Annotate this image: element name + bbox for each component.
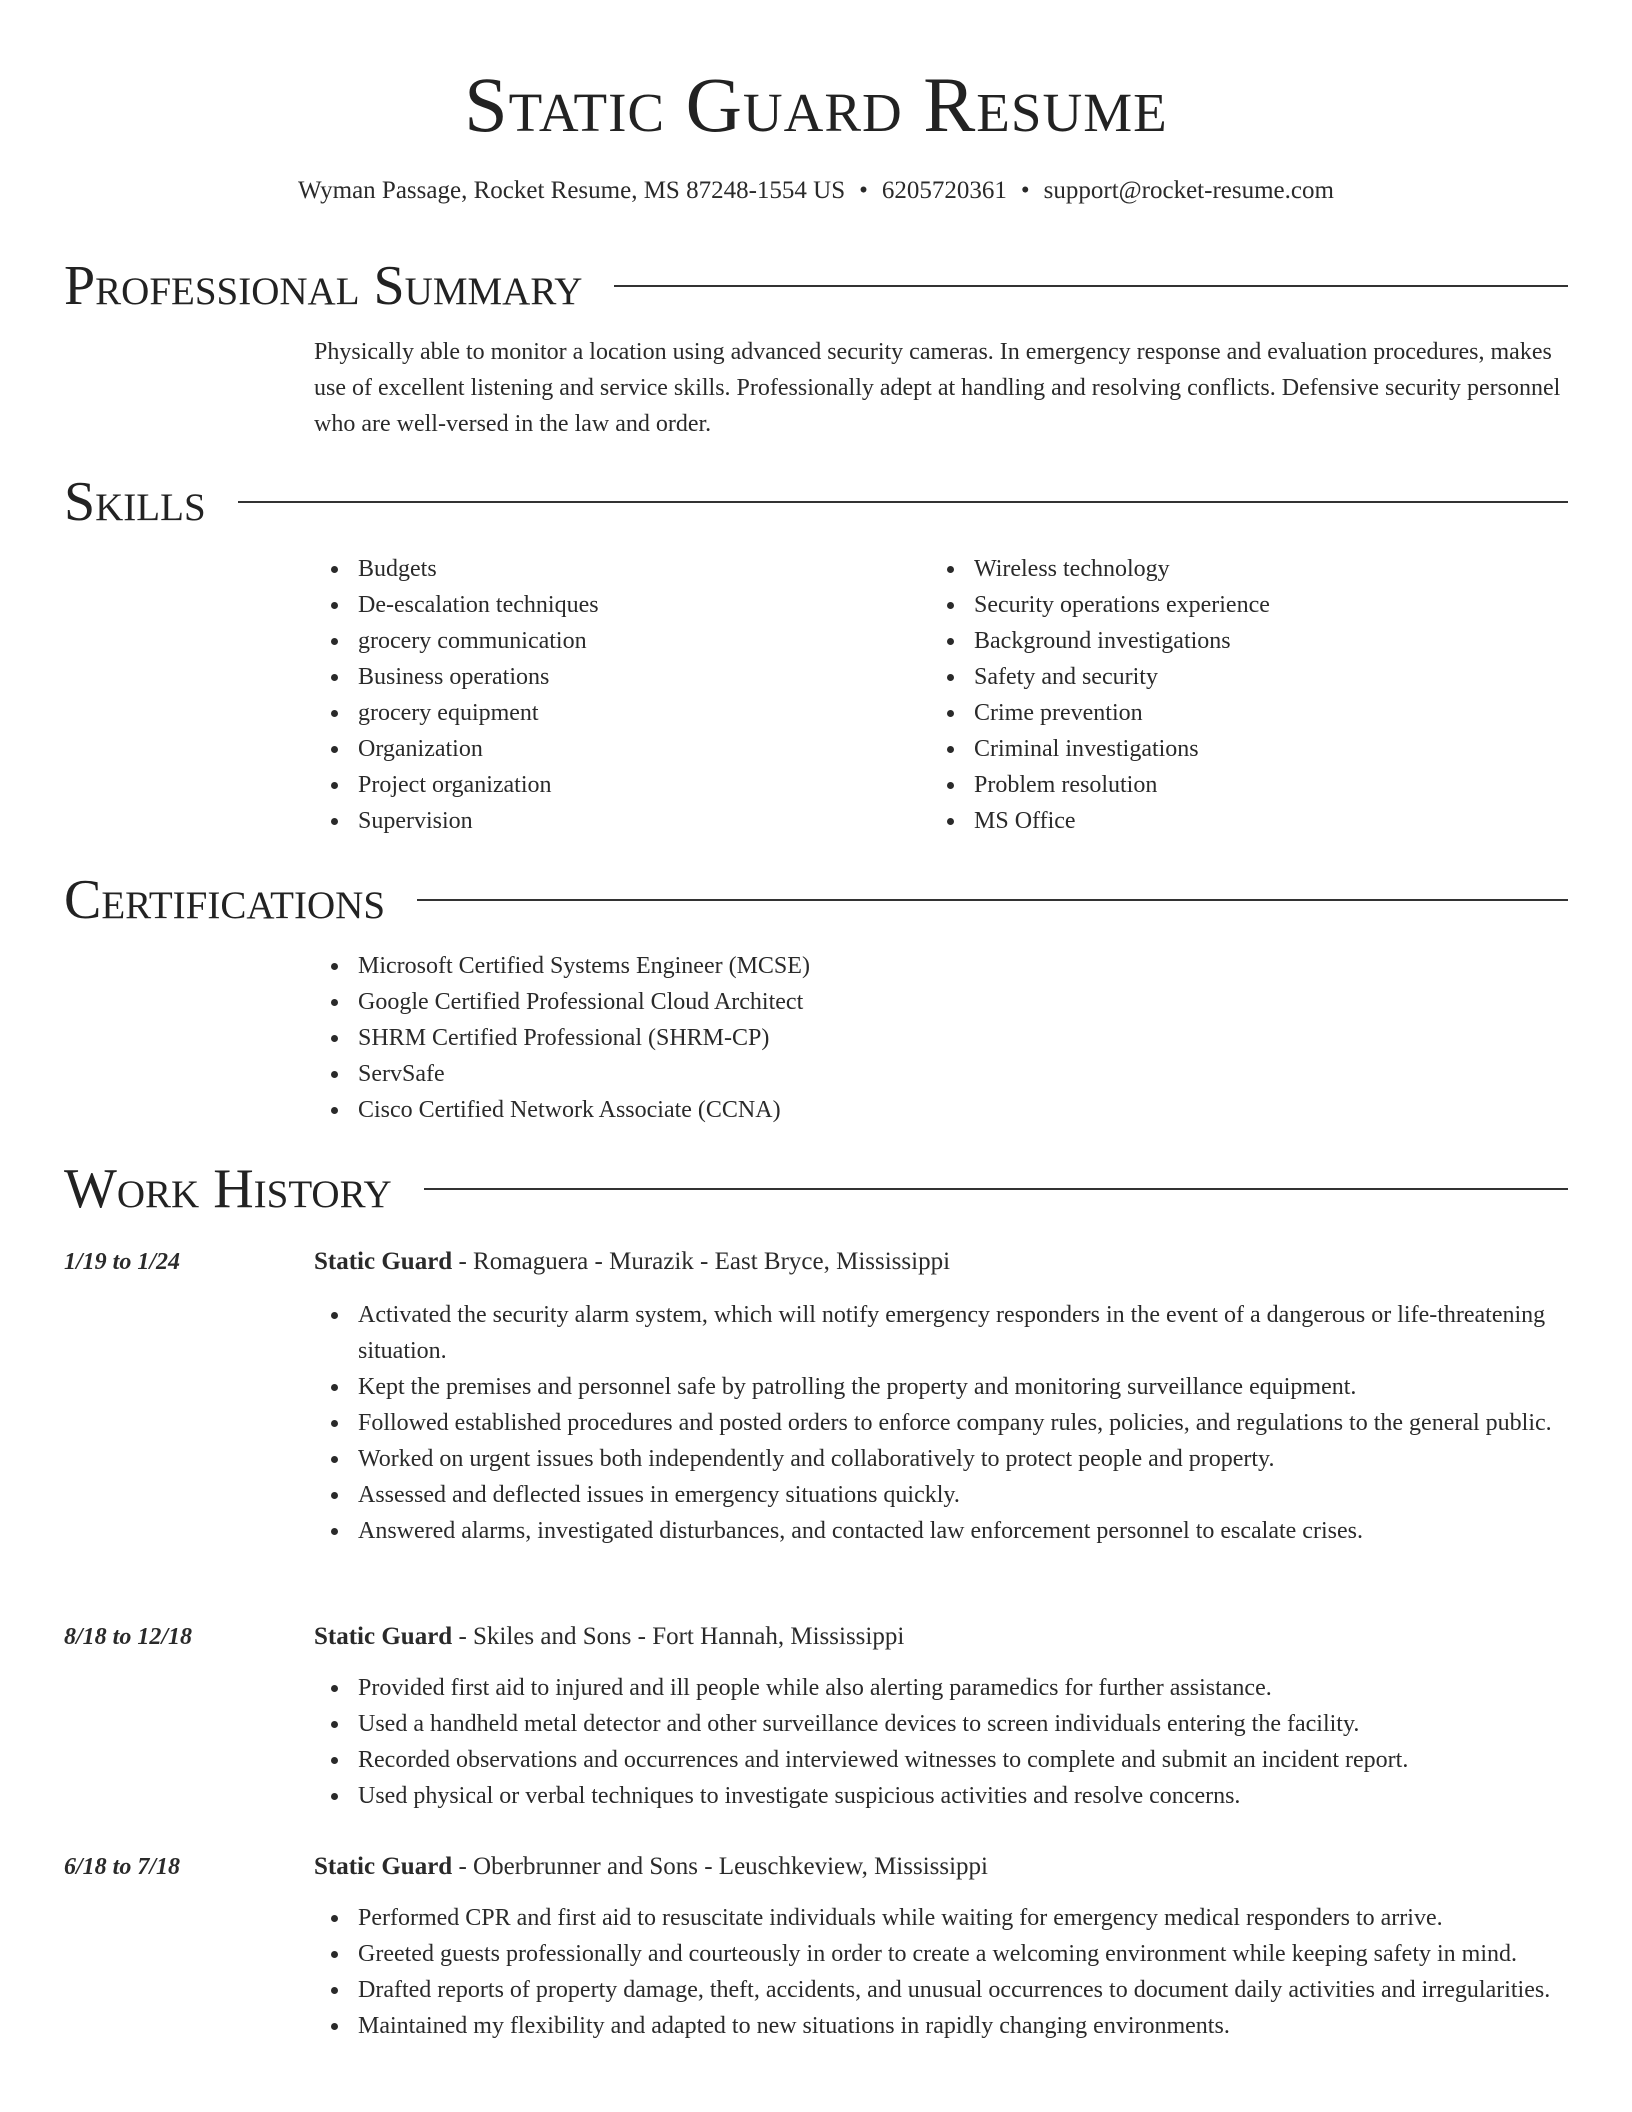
certification-item: ServSafe [314, 1056, 1568, 1092]
work-history-section-header [64, 1157, 1568, 1221]
job-role: Static Guard [314, 1623, 453, 1650]
job-duty-item: Recorded observations and occurrences and interviewed witnesses to complete and submit an incident report. [314, 1742, 1568, 1778]
job-duty-item: Answered alarms, investigated disturbances, and contacted law enforcement personnel to escalate crises. [314, 1513, 1568, 1549]
skills-list-right [930, 551, 1546, 839]
skill-item: Supervision [314, 803, 930, 839]
certification-item: Microsoft Certified Systems Engineer (MCSE) [314, 948, 1568, 984]
job-duty-item: Used physical or verbal techniques to investigate suspicious activities and resolve concerns. [314, 1778, 1568, 1814]
skill-item: Safety and security [930, 659, 1546, 695]
skill-item: De-escalation techniques [314, 587, 930, 623]
job-role: Static Guard [314, 1853, 453, 1880]
certifications-heading: Certifications [64, 869, 386, 931]
certification-item: SHRM Certified Professional (SHRM-CP) [314, 1020, 1568, 1056]
skill-item: Crime prevention [930, 695, 1546, 731]
job-employer: - Skiles and Sons - Fort Hannah, Mississippi [452, 1623, 905, 1650]
skills-body [314, 551, 1568, 839]
job-duty-item: Activated the security alarm system, which will notify emergency responders in the event of a dangerous or life-threatening situation. [314, 1297, 1568, 1369]
job-dates: 8/18 to 12/18 [64, 1624, 193, 1650]
job-employer: - Oberbrunner and Sons - Leuschkeview, Mississippi [452, 1853, 988, 1880]
section-divider [238, 501, 1568, 503]
skills-heading: Skills [64, 471, 206, 533]
job-duty-item: Drafted reports of property damage, theft, accidents, and unusual occurrences to document daily activities and irregularities. [314, 1972, 1568, 2008]
summary-section-header [64, 254, 1568, 318]
job-dates: 6/18 to 7/18 [64, 1854, 181, 1880]
job-title-line [314, 1619, 904, 1655]
section-divider [417, 899, 1568, 901]
summary-heading: Professional Summary [64, 255, 583, 317]
job-duty-item: Used a handheld metal detector and other surveillance devices to screen individuals entering the facility. [314, 1706, 1568, 1742]
job-duties-list [314, 1297, 1568, 1549]
contact-phone: 6205720361 [881, 177, 1007, 204]
job-duty-item: Greeted guests professionally and courteously in order to create a welcoming environment while keeping safety in mind. [314, 1936, 1568, 1972]
job-duties-list [314, 1900, 1568, 2044]
section-divider [614, 285, 1568, 287]
contact-separator: • [1020, 177, 1030, 204]
certification-item: Google Certified Professional Cloud Architect [314, 984, 1568, 1020]
job-role: Static Guard [314, 1248, 453, 1275]
summary-body [314, 334, 1568, 442]
job-duty-item: Maintained my flexibility and adapted to new situations in rapidly changing environments. [314, 2008, 1568, 2044]
skill-item: grocery equipment [314, 695, 930, 731]
skill-item: Wireless technology [930, 551, 1546, 587]
summary-text: Physically able to monitor a location using advanced security cameras. In emergency response and evaluation procedures, makes use of excellent listening and service skills. Professionally adept at handling and resolving conflicts. Defensive security personnel who are well-versed in the law and order. [314, 339, 1561, 437]
skills-section-header [64, 470, 1568, 534]
skill-item: Project organization [314, 767, 930, 803]
skill-item: Security operations experience [930, 587, 1546, 623]
skill-item: Budgets [314, 551, 930, 587]
job-duties-list [314, 1670, 1568, 1814]
job-duty-item: Performed CPR and first aid to resuscitate individuals while waiting for emergency medical responders to arrive. [314, 1900, 1568, 1936]
skill-item: MS Office [930, 803, 1546, 839]
skill-item: Problem resolution [930, 767, 1546, 803]
skills-list-left [314, 551, 930, 839]
skill-item: Business operations [314, 659, 930, 695]
job-employer: - Romaguera - Murazik - East Bryce, Mississippi [452, 1248, 951, 1275]
work-history-heading: Work History [64, 1158, 392, 1220]
job-duty-item: Assessed and deflected issues in emergency situations quickly. [314, 1477, 1568, 1513]
contact-email[interactable]: support@rocket-resume.com [1043, 177, 1334, 204]
certifications-section-header [64, 868, 1568, 932]
job-title-line [314, 1849, 988, 1885]
certification-item: Cisco Certified Network Associate (CCNA) [314, 1092, 1568, 1128]
contact-separator: • [859, 177, 868, 204]
job-duty-item: Followed established procedures and posted orders to enforce company rules, policies, and regulations to the general public. [314, 1405, 1568, 1441]
certifications-body [314, 948, 1568, 1128]
skill-item: Criminal investigations [930, 731, 1546, 767]
job-dates: 1/19 to 1/24 [64, 1249, 181, 1275]
contact-address: Wyman Passage, Rocket Resume, MS 87248-1554 US [298, 177, 846, 204]
contact-line [0, 174, 1632, 208]
skills-grid [314, 551, 1568, 839]
job-duty-item: Kept the premises and personnel safe by patrolling the property and monitoring surveillance equipment. [314, 1369, 1568, 1405]
resume-title: Static Guard Resume [464, 61, 1168, 148]
section-divider [424, 1188, 1568, 1190]
job-duty-item: Worked on urgent issues both independently and collaboratively to protect people and property. [314, 1441, 1568, 1477]
job-duty-item: Provided first aid to injured and ill people while also alerting paramedics for further assistance. [314, 1670, 1568, 1706]
skill-item: Background investigations [930, 623, 1546, 659]
skill-item: grocery communication [314, 623, 930, 659]
certifications-list [314, 948, 1568, 1128]
skill-item: Organization [314, 731, 930, 767]
job-title-line [314, 1244, 950, 1280]
